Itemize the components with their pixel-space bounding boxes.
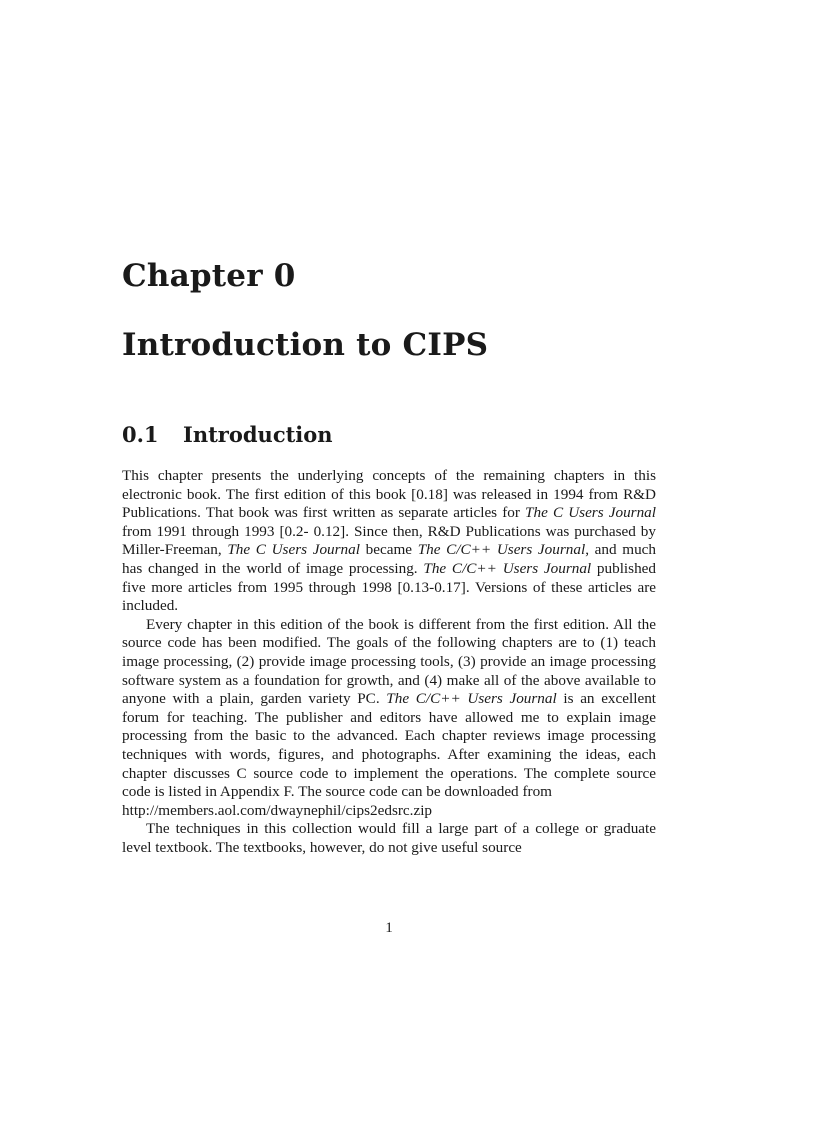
page-number: 1 <box>385 919 393 936</box>
source-code-url: http://members.aol.com/dwaynephil/cips2edsrc.zip <box>122 801 433 819</box>
journal-title: The C/C++ Users Journal <box>423 559 592 577</box>
paragraph-1-text-2: from 1991 through 1993 [0.2- 0.12]. Since then, R&D Publications was purchased by Miller-Freeman, <box>122 522 656 559</box>
paragraph-3-text-1: The techniques in this collection would fill a large part of a college or graduate level textbook. The textbooks, however, do not give useful source <box>122 820 656 856</box>
paragraph-2-text-1: Every chapter in this edition of the book is different from the first edition. All the source code has been modified. The goals of the following chapters are to (1) teach image processing, (2) provide image processing tools, (3) provide an image processing software system as a foundation for growth, and (4) make all of the above available to anyone with a plain, garden variety PC. <box>122 615 656 708</box>
journal-title: The C Users Journal <box>525 504 656 522</box>
paragraph-3 <box>122 820 656 857</box>
journal-title: The C/C++ Users Journal <box>386 690 557 708</box>
chapter-label: Chapter 0 <box>122 258 296 294</box>
chapter-title: Introduction to CIPS <box>122 327 489 363</box>
paragraph-1-text-3: became <box>359 541 418 559</box>
paragraph-1-text-1: This chapter presents the underlying concepts of the remaining chapters in this electronic book. The first edition of this book [0.18] was released in 1994 from R&D Publications. That book was first written as separate articles for <box>122 467 656 522</box>
journal-title: The C/C++ Users Journal <box>417 541 586 559</box>
section-title: Introduction <box>183 422 333 447</box>
section-number: 0.1 <box>122 422 159 447</box>
paragraph-1-text-5: published five more articles from 1995 through 1998 [0.13-0.17]. Versions of these articles are included. <box>122 559 656 615</box>
document-page <box>122 0 656 1123</box>
paragraph-1-text-4: , and much has changed in the world of image processing. <box>122 541 657 577</box>
paragraph-1 <box>122 467 656 616</box>
body-text <box>122 467 656 857</box>
journal-title: The C Users Journal <box>227 541 360 559</box>
paragraph-2-text-2: is an excellent forum for teaching. The publisher and editors have allowed me to explain image processing from the basic to the advanced. Each chapter reviews image processing techniques with words, figures, and photographs. After examining the ideas, each chapter discusses C source code to implement the operations. The complete source code is listed in Appendix F. The source code can be downloaded from <box>122 690 657 801</box>
section-heading <box>122 422 333 447</box>
paragraph-2 <box>122 616 656 821</box>
